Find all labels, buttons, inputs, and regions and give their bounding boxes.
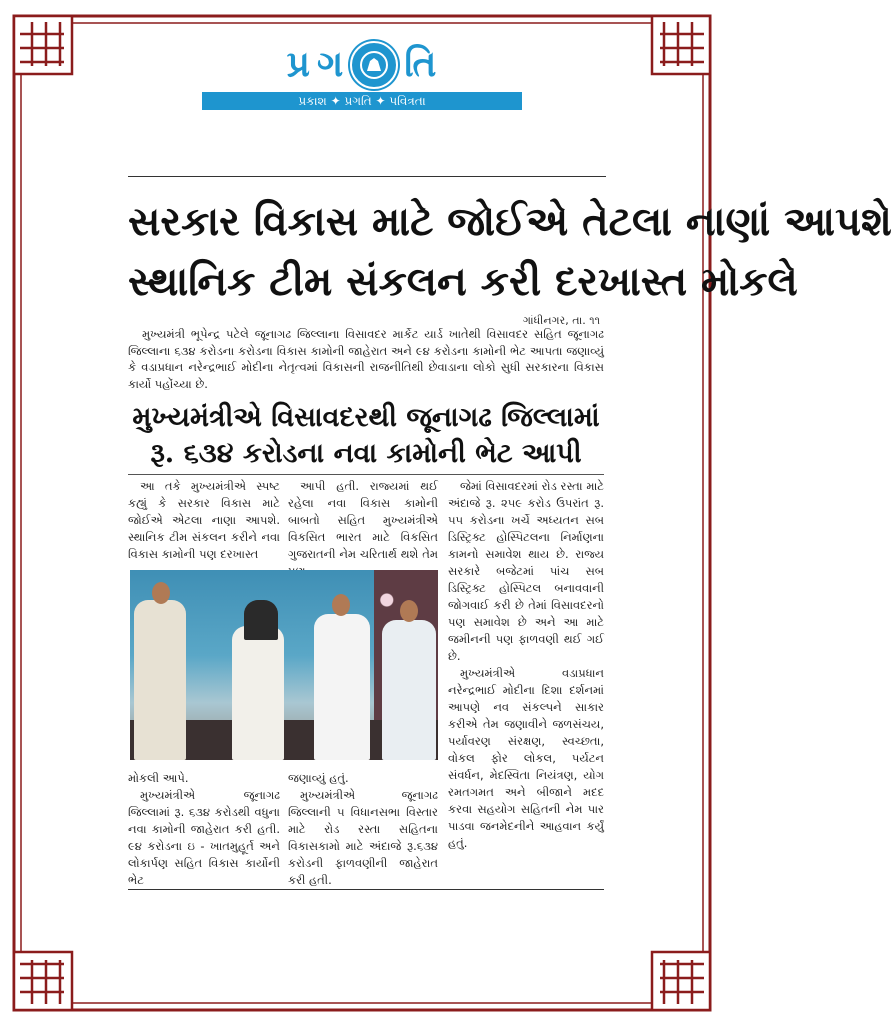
column-2-bottom-paragraph-1: જણાવ્યું હતું.	[288, 771, 349, 785]
corner-ornament-bottom-left	[14, 952, 72, 1010]
headline-line-2: સ્થાનિક ટીમ સંકલન કરી દરખાસ્ત મોકલે	[128, 258, 798, 305]
column-1-bottom-paragraph-2: મુખ્યમંત્રીએ જૂનાગઢ જિલ્લામાં રૂ. ૬૩૪ કરોડથી વધુના નવા કામોની જાહેરાત કરી હતી. ૯૪ કરોડના ઇ - ખાતમુહૂર્ત અને લોકાર્પણ સહિત વિકાસ કાર્યોની ભેટ	[128, 788, 280, 887]
column-3-paragraph-2: મુખ્યમંત્રીએ વડાપ્રધાન નરેન્દ્રભાઈ મોદીના દિશા દર્શનમાં આપણે નવ સંકલ્પને સાકાર કરીએ તેમ જણાવીને જળસંચય, પર્યાવરણ સંરક્ષણ, સ્વચ્છતા, વોકલ ફોર લોકલ, પર્યટન સંવર્ધન, મેદસ્વિતા નિયંત્રણ, યોગ રમતગમત અને બીજાને મદદ કરવા સહયોગ સહિતની નેમ પાર પાડવા જનમેદનીને આહવાન કર્યું હતું.	[448, 666, 604, 850]
column-1-bottom	[128, 770, 280, 889]
top-rule	[128, 176, 606, 177]
column-3-paragraph-1: જેમાં વિસાવદરમાં રોડ રસ્તા માટે અંદાજે રૂ. ૨૫૯ કરોડ ઉપરાંત રૂ. ૫૫ કરોડના ખર્ચે અધ્યતન સબ ડિસ્ટ્રિક્ટ હોસ્પિટલના નિર્માણના કામનો સમાવેશ થાય છે. રાજ્ય સરકારે બજેટમાં પાંચ સબ ડિસ્ટ્રિક્ટ હોસ્પિટલ બનાવવાની જોગવાઈ કરી છે તેમાં વિસાવદરનો પણ સમાવેશ છે અને આ માટે જમીનની પણ ફાળવણી થઈ ગઈ છે.	[448, 479, 604, 663]
masthead-word-right: તિ	[404, 44, 438, 85]
person-silhouette	[314, 614, 370, 760]
column-1-top-text: આ તકે મુખ્યમંત્રીએ સ્પષ્ટ કહ્યું કે સરકાર વિકાસ માટે જોઈએ એટલા નાણા આપશે. સ્થાનિક ટીમ સંકલન કરીને નવા વિકાસ કામોની પણ દરખાસ્ત	[128, 479, 280, 561]
headline-line-1: સરકાર વિકાસ માટે જોઈએ તેટલા નાણાં આપશે	[128, 198, 892, 245]
bottom-rule	[128, 889, 604, 890]
column-3	[448, 478, 604, 852]
corner-ornament-bottom-right	[652, 952, 710, 1010]
subheadline-line-1: મુખ્યમંત્રીએ વિસાવદરથી જૂનાગઢ જિલ્લામાં	[132, 402, 600, 433]
subheadline-line-2: રૂ. ૬૩૪ કરોડના નવા કામોની ભેટ આપી	[150, 438, 582, 469]
person-silhouette	[382, 620, 436, 760]
subhead-rule	[128, 474, 604, 475]
masthead-tagline: પ્રકાશ ✦ પ્રગતિ ✦ પવિત્રતા	[202, 92, 522, 110]
intro-paragraph	[128, 326, 604, 392]
column-2-top-text: આપી હતી. રાજ્યમાં થઈ રહેલા નવા વિકાસ કામોની બાબતો સહિત મુખ્યમંત્રીએ વિકસિત ભારત માટે વિકસિત ગુજરાતની નેમ ચરિતાર્થ થશે તેમ	[288, 479, 438, 561]
masthead	[196, 42, 528, 112]
column-2-bottom-paragraph-2: મુખ્યમંત્રીએ જૂનાગઢ જિલ્લાની ૫ વિધાનસભા વિસ્તાર માટે રોડ રસ્તા સહિતના વિકાસકામો માટે અંદાજે રૂ.૬૩૪ કરોડની ફાળવણીની જાહેરાત કરી હતી.	[288, 788, 438, 887]
person-head	[332, 594, 350, 616]
lion-emblem-icon	[350, 41, 398, 89]
column-1-top	[128, 478, 280, 563]
masthead-word-mid: ગ	[317, 44, 345, 85]
person-silhouette	[244, 600, 278, 640]
person-silhouette	[232, 626, 284, 760]
column-2-bottom	[288, 770, 438, 889]
masthead-logo	[196, 42, 528, 88]
intro-text: મુખ્યમંત્રી ભૂપેન્દ્ર પટેલે જૂનાગઢ જિલ્લાના વિસાવદર માર્કેટ યાર્ડ ખાતેથી વિસાવદર સહિત જૂનાગઢ જિલ્લાના ૬૩૪ કરોડના કરોડના વિકાસ કામોની જાહેરાત અને ૯૪ કરોડના કામોની ભેટ આપતા જણાવ્યું કે વડાપ્રધાન નરેન્દ્રભાઈ મોદીના નેતૃત્વમાં વિકાસની રાજનીતિથી છેવાડાના લોકો સુધી સરકારના વિકાસ કાર્યો પહોંચ્યા છે.	[128, 327, 604, 391]
corner-ornament-top-right	[652, 16, 710, 74]
dateline: ગાંધીનગર, તા. ૧૧	[522, 314, 600, 327]
person-silhouette	[134, 600, 186, 760]
column-2-top	[288, 478, 438, 580]
column-1-bottom-paragraph-1: મોકલી આપે.	[128, 771, 189, 785]
person-head	[400, 600, 418, 622]
event-photo	[130, 570, 438, 760]
person-head	[152, 582, 170, 604]
masthead-word-left: પ્ર	[286, 44, 312, 85]
corner-ornament-top-left	[14, 16, 72, 74]
